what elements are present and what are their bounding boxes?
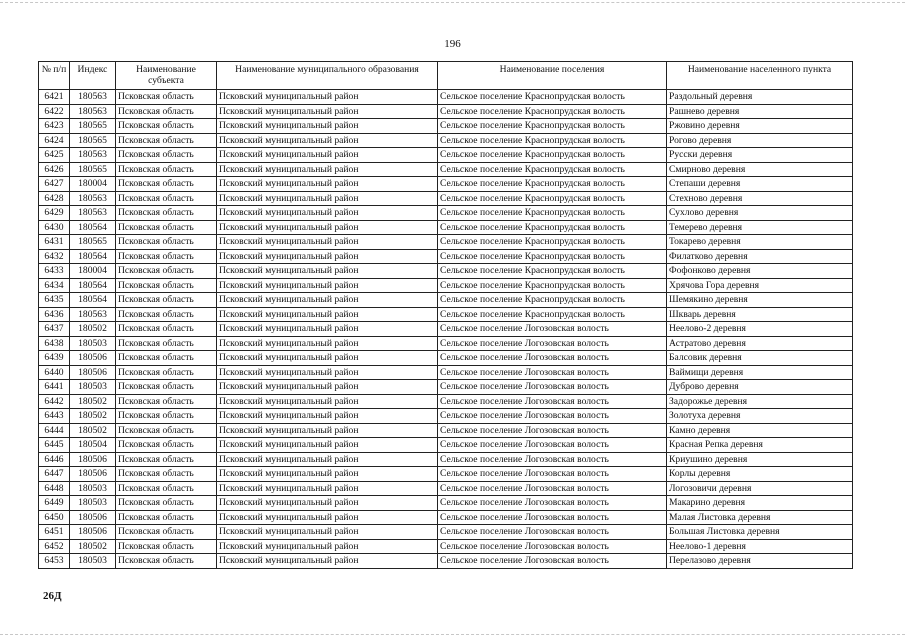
cell-subject: Псковская область [116,177,217,192]
cell-number: 6433 [39,264,70,279]
cell-index: 180565 [70,119,116,134]
cell-settlement: Сельское поселение Краснопрудская волость [438,191,667,206]
page-number: 196 [444,38,461,50]
cell-municipality: Псковский муниципальный район [217,191,438,206]
cell-locality: Большая Листовка деревня [667,525,853,540]
cell-subject: Псковская область [116,162,217,177]
table-row [39,525,853,540]
table-row [39,510,853,525]
cell-municipality: Псковский муниципальный район [217,554,438,569]
cell-subject: Псковская область [116,191,217,206]
scan-edge-top [0,2,905,3]
cell-index: 180565 [70,133,116,148]
cell-settlement: Сельское поселение Краснопрудская волость [438,90,667,105]
cell-subject: Псковская область [116,452,217,467]
table-row [39,336,853,351]
cell-municipality: Псковский муниципальный район [217,206,438,221]
table-row [39,191,853,206]
table-row [39,452,853,467]
cell-settlement: Сельское поселение Краснопрудская волость [438,119,667,134]
cell-index: 180565 [70,162,116,177]
cell-locality: Русски деревня [667,148,853,163]
cell-index: 180004 [70,177,116,192]
table-row [39,365,853,380]
cell-number: 6448 [39,481,70,496]
cell-locality: Криушино деревня [667,452,853,467]
cell-locality: Стехново деревня [667,191,853,206]
cell-municipality: Псковский муниципальный район [217,510,438,525]
cell-index: 180502 [70,394,116,409]
cell-settlement: Сельское поселение Логозовская волость [438,394,667,409]
cell-number: 6439 [39,351,70,366]
cell-number: 6422 [39,104,70,119]
cell-settlement: Сельское поселение Логозовская волость [438,554,667,569]
table-row [39,481,853,496]
cell-settlement: Сельское поселение Логозовская волость [438,336,667,351]
cell-index: 180506 [70,467,116,482]
cell-settlement: Сельское поселение Краснопрудская волость [438,249,667,264]
table-row [39,104,853,119]
cell-subject: Псковская область [116,525,217,540]
cell-settlement: Сельское поселение Краснопрудская волость [438,162,667,177]
cell-index: 180503 [70,336,116,351]
cell-municipality: Псковский муниципальный район [217,162,438,177]
cell-index: 180503 [70,554,116,569]
cell-settlement: Сельское поселение Краснопрудская волость [438,177,667,192]
table-row [39,394,853,409]
cell-municipality: Псковский муниципальный район [217,104,438,119]
cell-municipality: Псковский муниципальный район [217,177,438,192]
cell-number: 6453 [39,554,70,569]
cell-subject: Псковская область [116,394,217,409]
cell-settlement: Сельское поселение Логозовская волость [438,539,667,554]
cell-subject: Псковская область [116,510,217,525]
cell-settlement: Сельское поселение Краснопрудская волость [438,293,667,308]
cell-settlement: Сельское поселение Краснопрудская волость [438,148,667,163]
cell-number: 6435 [39,293,70,308]
cell-index: 180504 [70,438,116,453]
cell-locality: Неелово-2 деревня [667,322,853,337]
cell-locality: Хрячова Гора деревня [667,278,853,293]
cell-subject: Псковская область [116,90,217,105]
table-row [39,496,853,511]
cell-municipality: Псковский муниципальный район [217,307,438,322]
cell-number: 6427 [39,177,70,192]
cell-settlement: Сельское поселение Краснопрудская волость [438,278,667,293]
table-row [39,249,853,264]
cell-locality: Смирново деревня [667,162,853,177]
settlements-table [38,61,853,569]
cell-subject: Псковская область [116,481,217,496]
table-row [39,220,853,235]
cell-locality: Шкварь деревня [667,307,853,322]
cell-number: 6423 [39,119,70,134]
cell-index: 180565 [70,235,116,250]
cell-index: 180563 [70,90,116,105]
cell-locality: Ржовино деревня [667,119,853,134]
cell-index: 180506 [70,510,116,525]
table-row [39,322,853,337]
cell-municipality: Псковский муниципальный район [217,496,438,511]
cell-locality: Раздольный деревня [667,90,853,105]
cell-locality: Малая Листовка деревня [667,510,853,525]
cell-index: 180506 [70,365,116,380]
cell-number: 6426 [39,162,70,177]
cell-settlement: Сельское поселение Краснопрудская волость [438,133,667,148]
cell-number: 6445 [39,438,70,453]
cell-subject: Псковская область [116,365,217,380]
table-row [39,177,853,192]
cell-municipality: Псковский муниципальный район [217,235,438,250]
table-row [39,206,853,221]
table-row [39,133,853,148]
cell-number: 6428 [39,191,70,206]
cell-index: 180563 [70,191,116,206]
cell-subject: Псковская область [116,467,217,482]
col-header-locality: Наименование населенного пункта [667,62,853,90]
cell-index: 180506 [70,351,116,366]
col-header-municipality: Наименование муниципального образования [217,62,438,90]
cell-municipality: Псковский муниципальный район [217,380,438,395]
cell-locality: Ваймищи деревня [667,365,853,380]
cell-number: 6432 [39,249,70,264]
cell-municipality: Псковский муниципальный район [217,90,438,105]
table-row [39,90,853,105]
table-row [39,119,853,134]
cell-index: 180502 [70,322,116,337]
col-header-settlement: Наименование поселения [438,62,667,90]
table-row [39,438,853,453]
cell-subject: Псковская область [116,554,217,569]
cell-subject: Псковская область [116,278,217,293]
cell-number: 6424 [39,133,70,148]
cell-index: 180502 [70,539,116,554]
cell-settlement: Сельское поселение Краснопрудская волость [438,104,667,119]
cell-subject: Псковская область [116,423,217,438]
cell-settlement: Сельское поселение Логозовская волость [438,380,667,395]
cell-locality: Логозовичи деревня [667,481,853,496]
table-row [39,235,853,250]
cell-number: 6446 [39,452,70,467]
col-header-subject: Наименование субъекта [116,62,217,90]
cell-index: 180004 [70,264,116,279]
cell-index: 180564 [70,220,116,235]
table-row [39,264,853,279]
cell-number: 6434 [39,278,70,293]
cell-number: 6438 [39,336,70,351]
cell-municipality: Псковский муниципальный район [217,438,438,453]
cell-locality: Фофонково деревня [667,264,853,279]
cell-settlement: Сельское поселение Логозовская волость [438,510,667,525]
cell-number: 6444 [39,423,70,438]
cell-settlement: Сельское поселение Краснопрудская волость [438,264,667,279]
cell-subject: Псковская область [116,409,217,424]
col-header-number: № п/п [39,62,70,90]
cell-settlement: Сельское поселение Логозовская волость [438,438,667,453]
cell-settlement: Сельское поселение Краснопрудская волость [438,220,667,235]
cell-municipality: Псковский муниципальный район [217,148,438,163]
cell-settlement: Сельское поселение Логозовская волость [438,351,667,366]
cell-number: 6421 [39,90,70,105]
cell-subject: Псковская область [116,351,217,366]
table-row [39,423,853,438]
cell-settlement: Сельское поселение Краснопрудская волость [438,235,667,250]
cell-locality: Темерево деревня [667,220,853,235]
cell-municipality: Псковский муниципальный район [217,293,438,308]
cell-settlement: Сельское поселение Логозовская волость [438,423,667,438]
table-row [39,554,853,569]
cell-locality: Филатково деревня [667,249,853,264]
cell-locality: Астратово деревня [667,336,853,351]
cell-index: 180563 [70,148,116,163]
cell-subject: Псковская область [116,293,217,308]
cell-number: 6437 [39,322,70,337]
cell-subject: Псковская область [116,206,217,221]
cell-subject: Псковская область [116,539,217,554]
scan-edge-bottom [0,634,905,635]
table-row [39,467,853,482]
cell-locality: Задорожье деревня [667,394,853,409]
cell-number: 6450 [39,510,70,525]
cell-settlement: Сельское поселение Логозовская волость [438,365,667,380]
cell-municipality: Псковский муниципальный район [217,525,438,540]
cell-locality: Шемякино деревня [667,293,853,308]
table-body [39,90,853,569]
cell-locality: Корлы деревня [667,467,853,482]
cell-settlement: Сельское поселение Краснопрудская волость [438,307,667,322]
cell-index: 180503 [70,496,116,511]
table-row [39,162,853,177]
cell-number: 6442 [39,394,70,409]
cell-locality: Токарево деревня [667,235,853,250]
cell-municipality: Псковский муниципальный район [217,365,438,380]
cell-subject: Псковская область [116,322,217,337]
table-row [39,351,853,366]
cell-index: 180564 [70,293,116,308]
cell-subject: Псковская область [116,235,217,250]
cell-locality: Перелазово деревня [667,554,853,569]
cell-index: 180563 [70,307,116,322]
cell-subject: Псковская область [116,438,217,453]
cell-municipality: Псковский муниципальный район [217,278,438,293]
cell-municipality: Псковский муниципальный район [217,322,438,337]
cell-subject: Псковская область [116,148,217,163]
cell-settlement: Сельское поселение Краснопрудская волость [438,206,667,221]
table-row [39,148,853,163]
cell-subject: Псковская область [116,220,217,235]
col-header-index: Индекс [70,62,116,90]
cell-number: 6447 [39,467,70,482]
footer-code: 26Д [43,590,62,602]
cell-subject: Псковская область [116,336,217,351]
table-header [39,62,853,90]
table-row [39,380,853,395]
cell-number: 6429 [39,206,70,221]
cell-subject: Псковская область [116,104,217,119]
cell-subject: Псковская область [116,380,217,395]
cell-subject: Псковская область [116,133,217,148]
cell-index: 180503 [70,380,116,395]
cell-locality: Красная Репка деревня [667,438,853,453]
cell-number: 6449 [39,496,70,511]
cell-municipality: Псковский муниципальный район [217,351,438,366]
table-row [39,278,853,293]
cell-municipality: Псковский муниципальный район [217,249,438,264]
cell-locality: Макарино деревня [667,496,853,511]
cell-locality: Сухлово деревня [667,206,853,221]
cell-municipality: Псковский муниципальный район [217,481,438,496]
cell-municipality: Псковский муниципальный район [217,119,438,134]
cell-settlement: Сельское поселение Логозовская волость [438,467,667,482]
cell-municipality: Псковский муниципальный район [217,409,438,424]
cell-index: 180502 [70,423,116,438]
cell-municipality: Псковский муниципальный район [217,264,438,279]
cell-settlement: Сельское поселение Логозовская волость [438,496,667,511]
table-row [39,539,853,554]
cell-locality: Степаши деревня [667,177,853,192]
cell-locality: Рашнево деревня [667,104,853,119]
cell-subject: Псковская область [116,249,217,264]
header-row [39,62,853,90]
cell-index: 180564 [70,249,116,264]
cell-index: 180506 [70,525,116,540]
cell-locality: Рогово деревня [667,133,853,148]
cell-municipality: Псковский муниципальный район [217,133,438,148]
table-row [39,307,853,322]
cell-number: 6431 [39,235,70,250]
cell-settlement: Сельское поселение Логозовская волость [438,481,667,496]
cell-number: 6425 [39,148,70,163]
cell-municipality: Псковский муниципальный район [217,336,438,351]
cell-index: 180563 [70,104,116,119]
table-row [39,409,853,424]
cell-municipality: Псковский муниципальный район [217,452,438,467]
cell-number: 6443 [39,409,70,424]
cell-municipality: Псковский муниципальный район [217,394,438,409]
table-row [39,293,853,308]
cell-index: 180563 [70,206,116,221]
cell-municipality: Псковский муниципальный район [217,467,438,482]
cell-municipality: Псковский муниципальный район [217,423,438,438]
cell-settlement: Сельское поселение Логозовская волость [438,525,667,540]
cell-number: 6452 [39,539,70,554]
cell-subject: Псковская область [116,119,217,134]
cell-number: 6436 [39,307,70,322]
cell-settlement: Сельское поселение Логозовская волость [438,452,667,467]
cell-municipality: Псковский муниципальный район [217,539,438,554]
cell-municipality: Псковский муниципальный район [217,220,438,235]
cell-locality: Балсовик деревня [667,351,853,366]
cell-settlement: Сельское поселение Логозовская волость [438,409,667,424]
cell-subject: Псковская область [116,496,217,511]
cell-settlement: Сельское поселение Логозовская волость [438,322,667,337]
cell-number: 6451 [39,525,70,540]
cell-index: 180503 [70,481,116,496]
cell-number: 6430 [39,220,70,235]
cell-index: 180502 [70,409,116,424]
cell-subject: Псковская область [116,264,217,279]
cell-locality: Камно деревня [667,423,853,438]
cell-locality: Золотуха деревня [667,409,853,424]
cell-number: 6441 [39,380,70,395]
cell-index: 180564 [70,278,116,293]
cell-locality: Дуброво деревня [667,380,853,395]
cell-number: 6440 [39,365,70,380]
cell-locality: Неелово-1 деревня [667,539,853,554]
cell-subject: Псковская область [116,307,217,322]
cell-index: 180506 [70,452,116,467]
